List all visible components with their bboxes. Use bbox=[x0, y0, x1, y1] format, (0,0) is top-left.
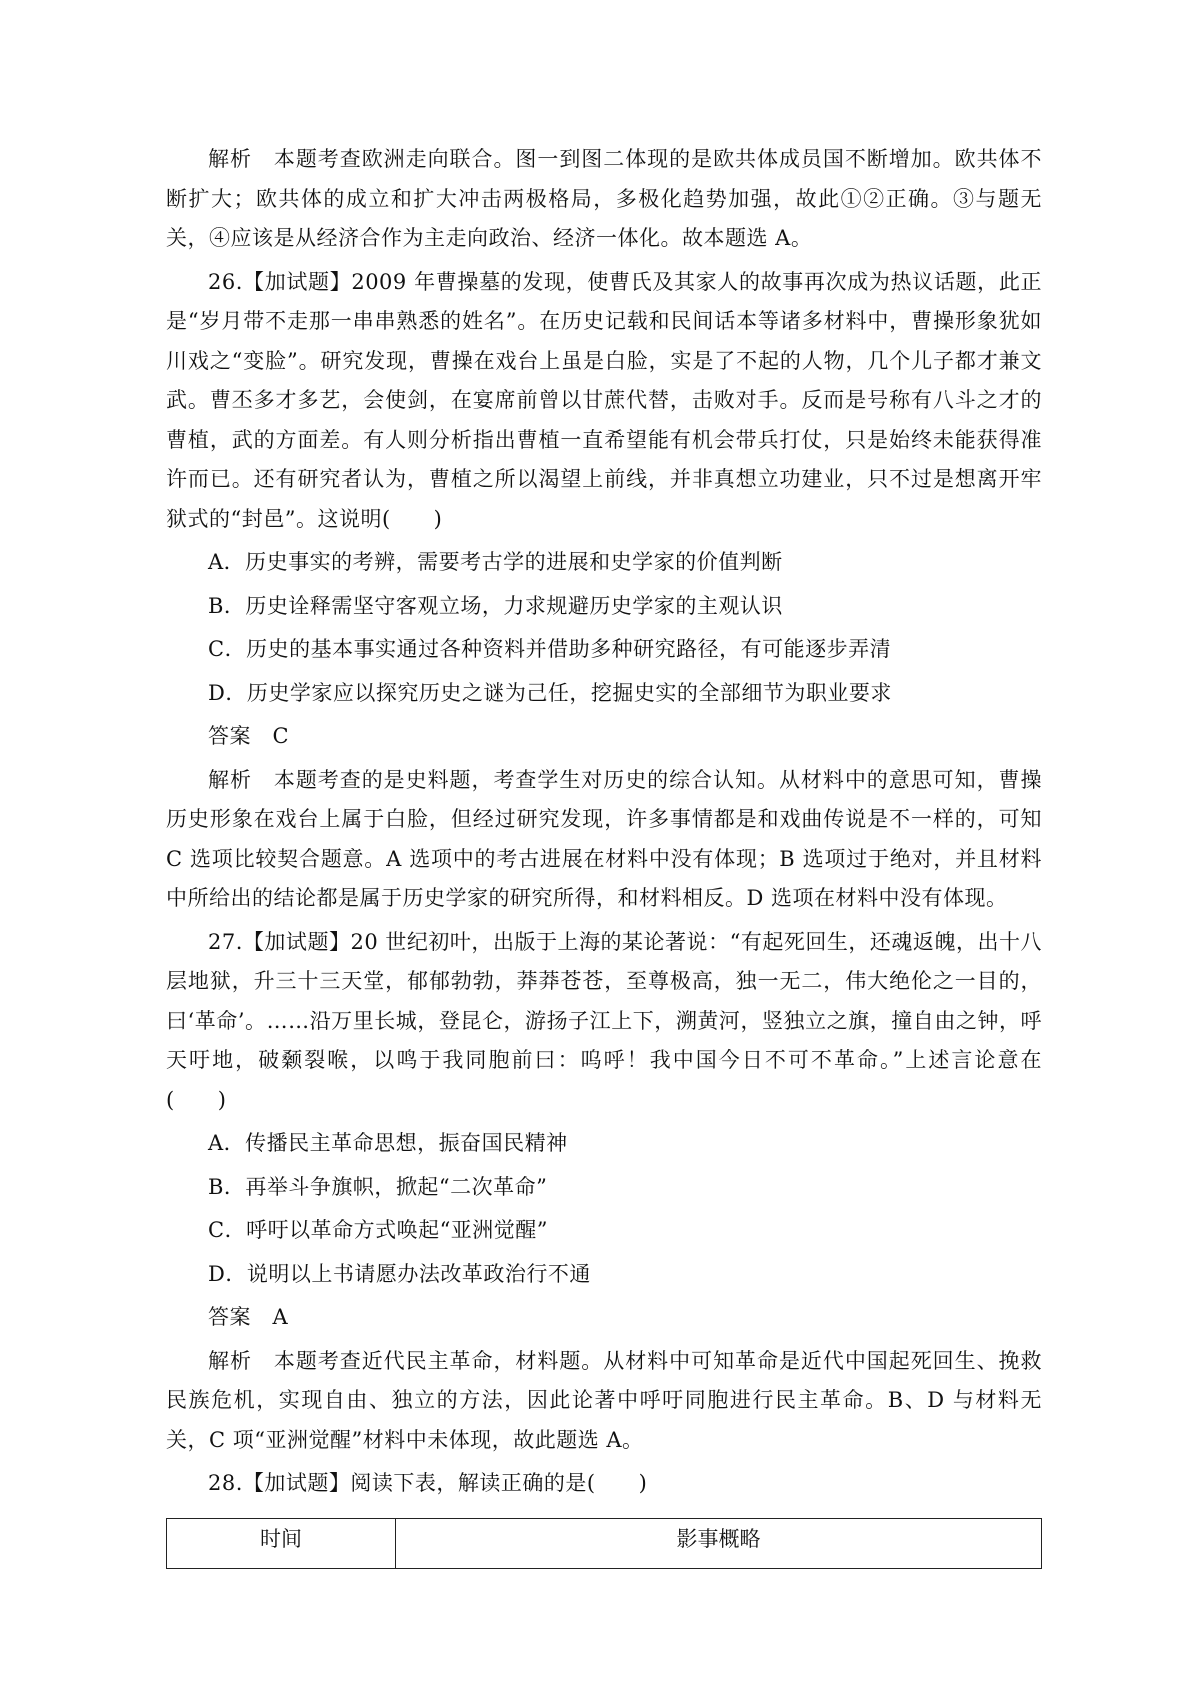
table-header-row bbox=[167, 1518, 1042, 1568]
question-26-option-d: D．历史学家应以探究历史之谜为己任，挖掘史实的全部细节为职业要求 bbox=[208, 680, 892, 705]
analysis-25: 解析 本题考查欧洲走向联合。图一到图二体现的是欧共体成员国不断增加。欧共体不断扩大；欧共体的成立和扩大冲击两极格局，多极化趋势加强，故此①②正确。③与题无关，④应该是从经济合作为主走向政治、经济一体化。故本题选 A。 bbox=[166, 147, 1042, 250]
question-28-table bbox=[166, 1518, 1042, 1569]
question-27-option-a: A．传播民主革命思想，振奋国民精神 bbox=[208, 1131, 568, 1155]
question-26-answer: 答案 C bbox=[208, 724, 290, 748]
table-header-summary: 影事概略 bbox=[396, 1518, 1042, 1568]
question-27-option-c: C．呼吁以革命方式唤起“亚洲觉醒” bbox=[208, 1218, 549, 1242]
question-27-answer: 答案 A bbox=[208, 1305, 289, 1329]
table-header-time: 时间 bbox=[167, 1518, 396, 1568]
analysis-26: 解析 本题考查的是史料题，考查学生对历史的综合认知。从材料中的意思可知，曹操历史形象在戏台上属于白脸，但经过研究发现，许多事情都是和戏曲传说是不一样的，可知 C 选项比较契合题意。A 选项中的考古进展在材料中没有体现；B 选项过于绝对，并且材料中所给出的结论都是属于历史学家的研究所得，和材料相反。D 选项在材料中没有体现。 bbox=[166, 767, 1042, 910]
analysis-27: 解析 本题考查近代民主革命，材料题。从材料中可知革命是近代中国起死回生、挽救民族危机，实现自由、独立的方法，因此论著中呼吁同胞进行民主革命。B、D 与材料无关，C 项“亚洲觉醒”材料中未体现，故此题选 A。 bbox=[166, 1348, 1042, 1452]
question-26-option-a: A．历史事实的考辨，需要考古学的进展和史学家的价值判断 bbox=[208, 550, 783, 574]
question-26-stem: 26.【加试题】2009 年曹操墓的发现，使曹氏及其家人的故事再次成为热议话题，此正是“岁月带不走那一串串熟悉的姓名”。在历史记载和民间话本等诸多材料中，曹操形象犹如川戏之“变脸”。研究发现，曹操在戏台上虽是白脸，实是了不起的人物，几个儿子都才兼文武。曹丕多才多艺，会使剑，在宴席前曾以甘蔗代替，击败对手。反而是号称有八斗之才的曹植，武的方面差。有人则分析指出曹植一直希望能有机会带兵打仗，只是始终未能获得准许而已。还有研究者认为，曹植之所以渴望上前线，并非真想立功建业，只不过是想离开牢狱式的“封邑”。这说明( ) bbox=[166, 269, 1042, 531]
document-page bbox=[166, 140, 1042, 1569]
question-26-option-c: C．历史的基本事实通过各种资料并借助多种研究路径，有可能逐步弄清 bbox=[208, 637, 892, 661]
question-28-stem: 28.【加试题】阅读下表，解读正确的是( ) bbox=[208, 1471, 648, 1495]
question-27-stem: 27.【加试题】20 世纪初叶，出版于上海的某论著说：“有起死回生，还魂返魄，出十八层地狱，升三十三天堂，郁郁勃勃，莽莽苍苍，至尊极高，独一无二，伟大绝伦之一目的，曰‘革命’。……沿万里长城，登昆仑，游扬子江上下，溯黄河，竖独立之旗，撞自由之钟，呼天吁地，破颡裂喉，以鸣于我同胞前曰：呜呼！我中国今日不可不革命。”上述言论意在( ) bbox=[166, 929, 1042, 1112]
question-27-option-b: B．再举斗争旗帜，掀起“二次革命” bbox=[208, 1174, 548, 1199]
question-27-option-d: D．说明以上书请愿办法改革政治行不通 bbox=[208, 1261, 591, 1286]
question-26-option-b: B．历史诠释需坚守客观立场，力求规避历史学家的主观认识 bbox=[208, 593, 783, 618]
